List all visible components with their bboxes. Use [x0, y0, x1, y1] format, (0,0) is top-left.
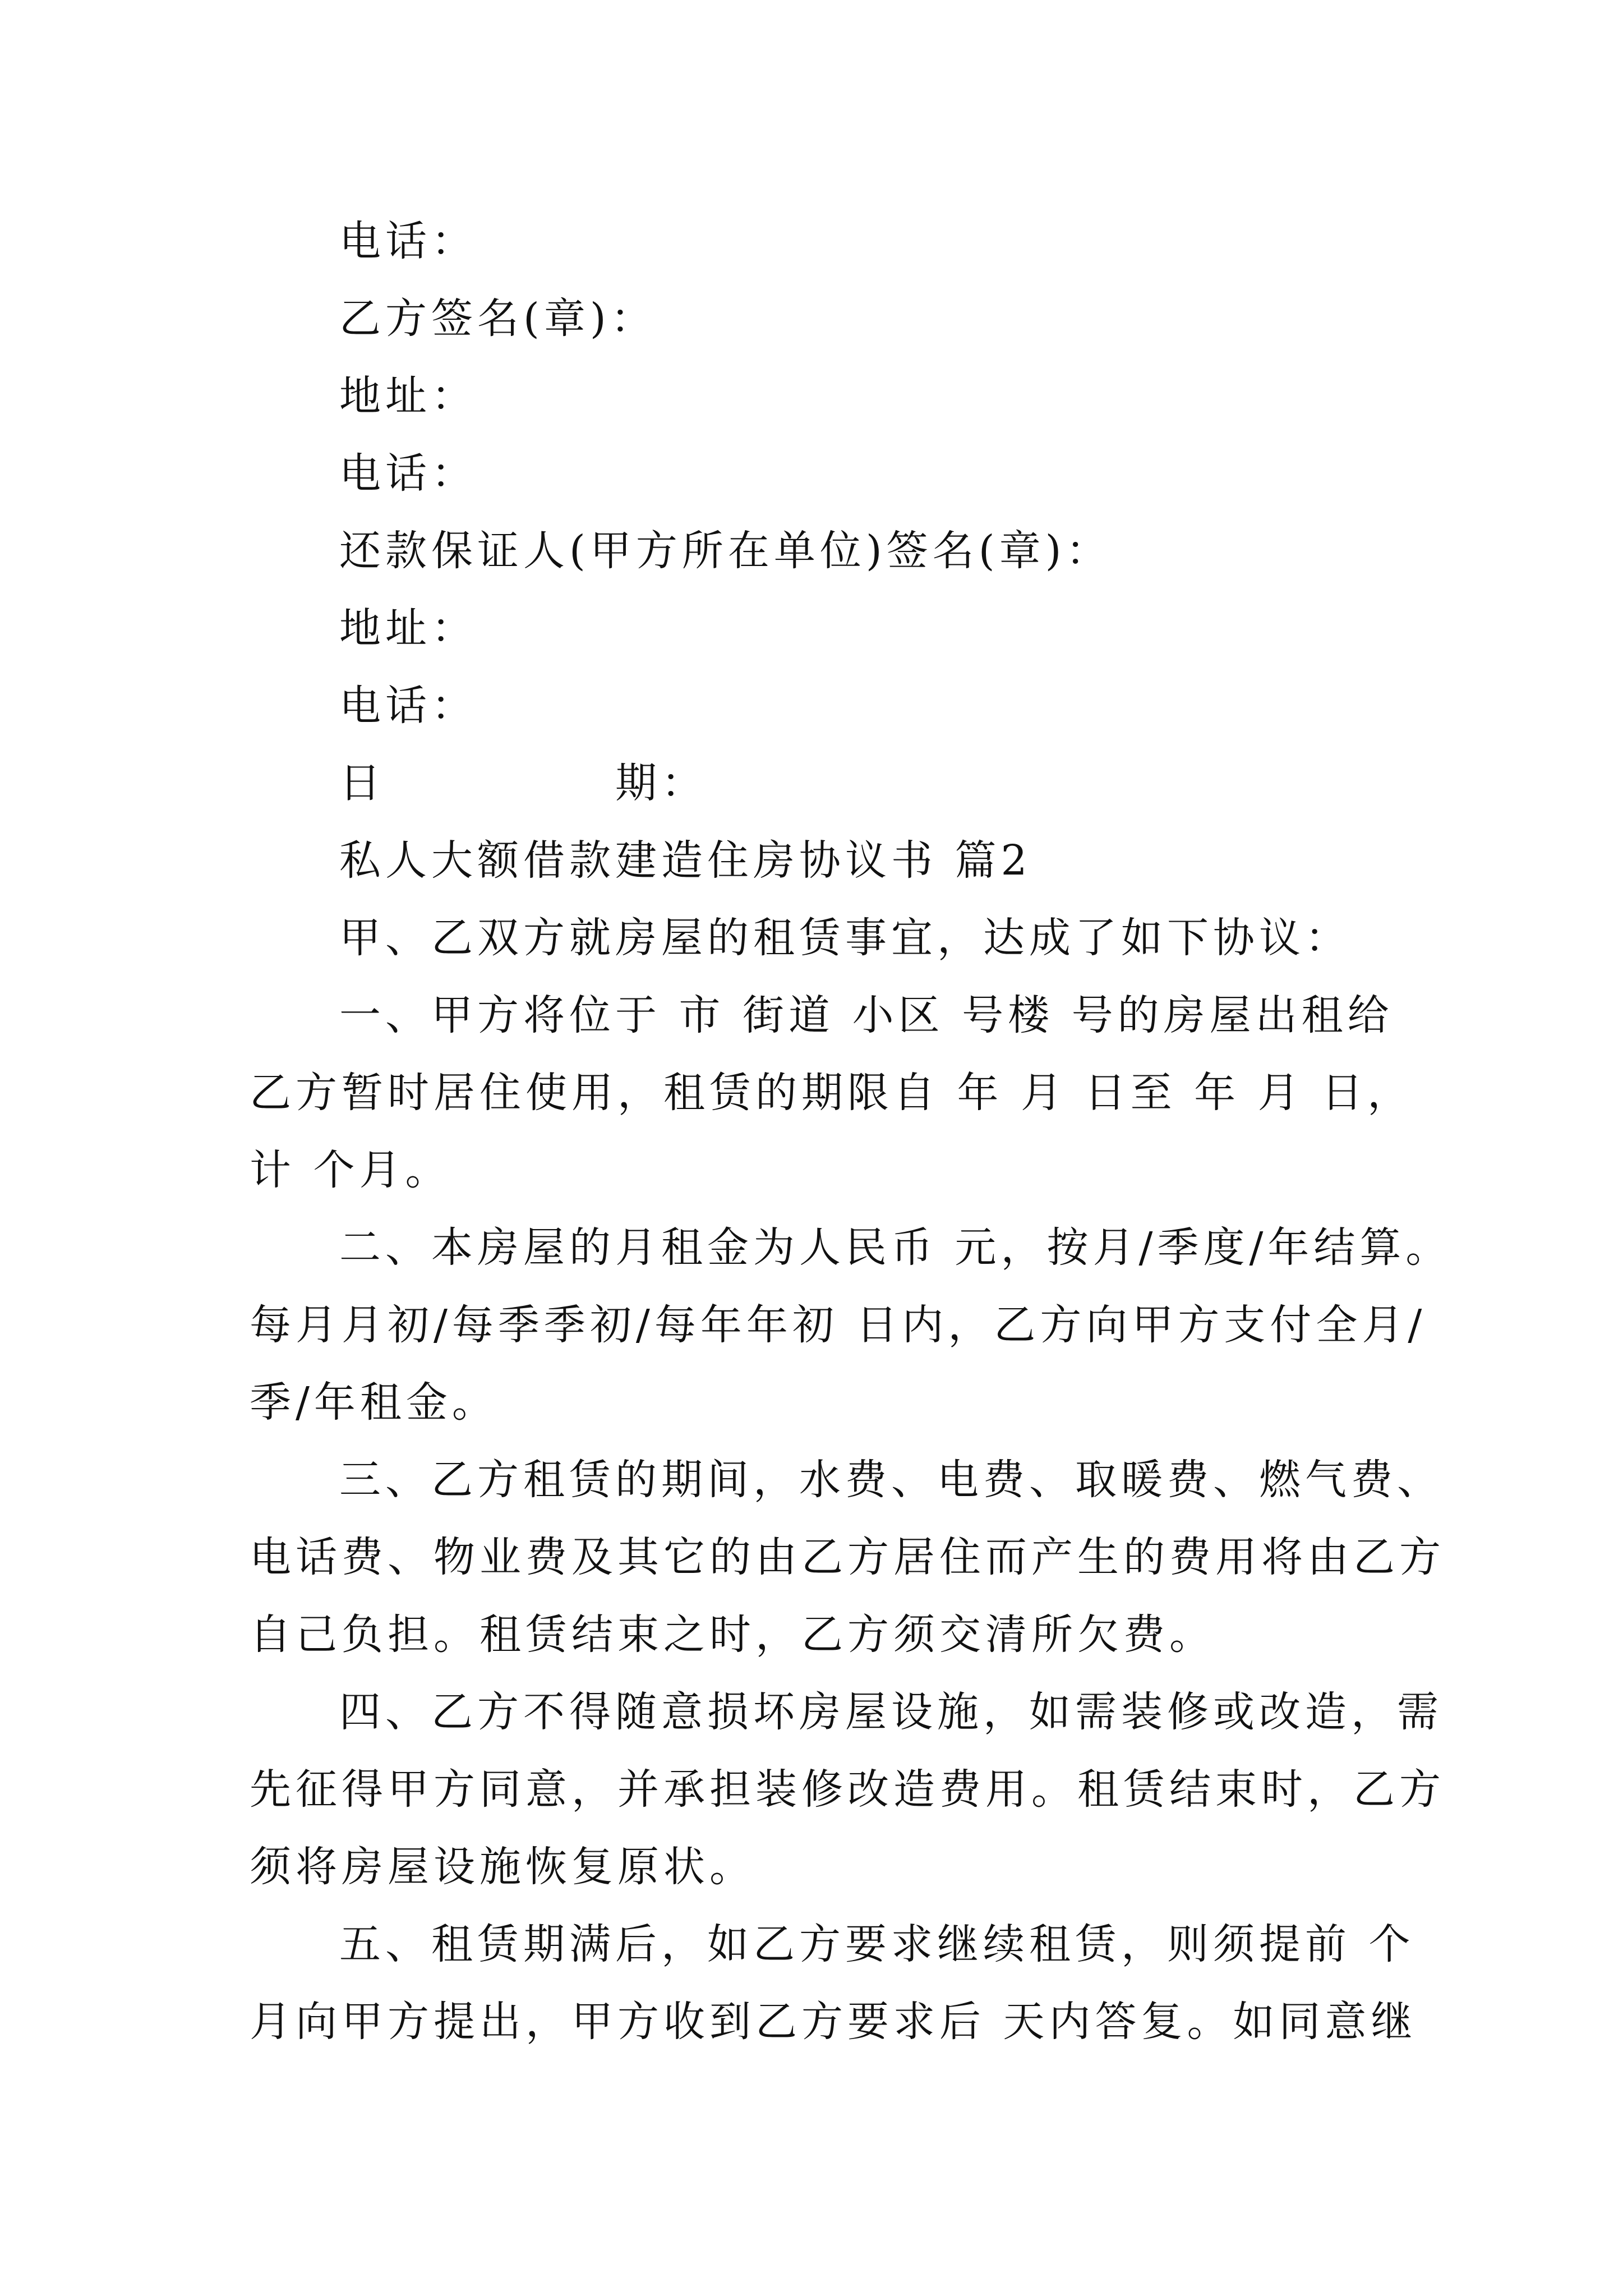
clause-4-line-1: 四、乙方不得随意损坏房屋设施，如需装修或改造，需: [339, 1688, 1443, 1736]
clause-3-line-2: 电话费、物业费及其它的由乙方居住而产生的费用将由乙方: [250, 1533, 1445, 1581]
clause-2-line-2: 每月月初/每季季初/每年年初 日内，乙方向甲方支付全月/: [250, 1301, 1427, 1349]
party-b-signature-line: 乙方签名(章)：: [339, 295, 657, 343]
clause-5-line-2: 月向甲方提出，甲方收到乙方要求后 天内答复。如同意继: [250, 1998, 1417, 2046]
clause-5-line-1: 五、租赁期满后，如乙方要求继续租赁，则须提前 个: [339, 1920, 1415, 1968]
date-line: 日 期：: [339, 759, 707, 807]
phone-line-3: 电话：: [339, 682, 477, 730]
section-title: 私人大额借款建造住房协议书 篇2: [339, 836, 1032, 885]
guarantor-signature-line: 还款保证人(甲方所在单位)签名(章)：: [339, 527, 1112, 575]
clause-1-line-2: 乙方暂时居住使用，租赁的期限自 年 月 日至 年 月 日，: [250, 1069, 1414, 1117]
clause-1-line-3: 计 个月。: [250, 1146, 451, 1194]
phone-line-2: 电话：: [339, 449, 477, 498]
clause-4-line-2: 先征得甲方同意，并承担装修改造费用。租赁结束时，乙方: [250, 1765, 1445, 1814]
phone-line-1: 电话：: [339, 217, 477, 265]
intro-paragraph: 甲、乙双方就房屋的租赁事宜，达成了如下协议：: [339, 914, 1351, 962]
clause-1-line-1: 一、甲方将位于 市 街道 小区 号楼 号的房屋出租给: [339, 991, 1394, 1039]
clause-2-line-1: 二、本房屋的月租金为人民币 元，按月/季度/年结算。: [339, 1223, 1452, 1272]
address-line-2: 地址：: [339, 604, 477, 652]
clause-3-line-3: 自己负担。租赁结束之时，乙方须交清所欠费。: [250, 1611, 1215, 1659]
clause-4-line-3: 须将房屋设施恢复原状。: [250, 1843, 755, 1891]
clause-2-line-3: 季/年租金。: [250, 1378, 498, 1427]
clause-3-line-1: 三、乙方租赁的期间，水费、电费、取暖费、燃气费、: [339, 1456, 1443, 1504]
address-line-1: 地址：: [339, 372, 477, 420]
